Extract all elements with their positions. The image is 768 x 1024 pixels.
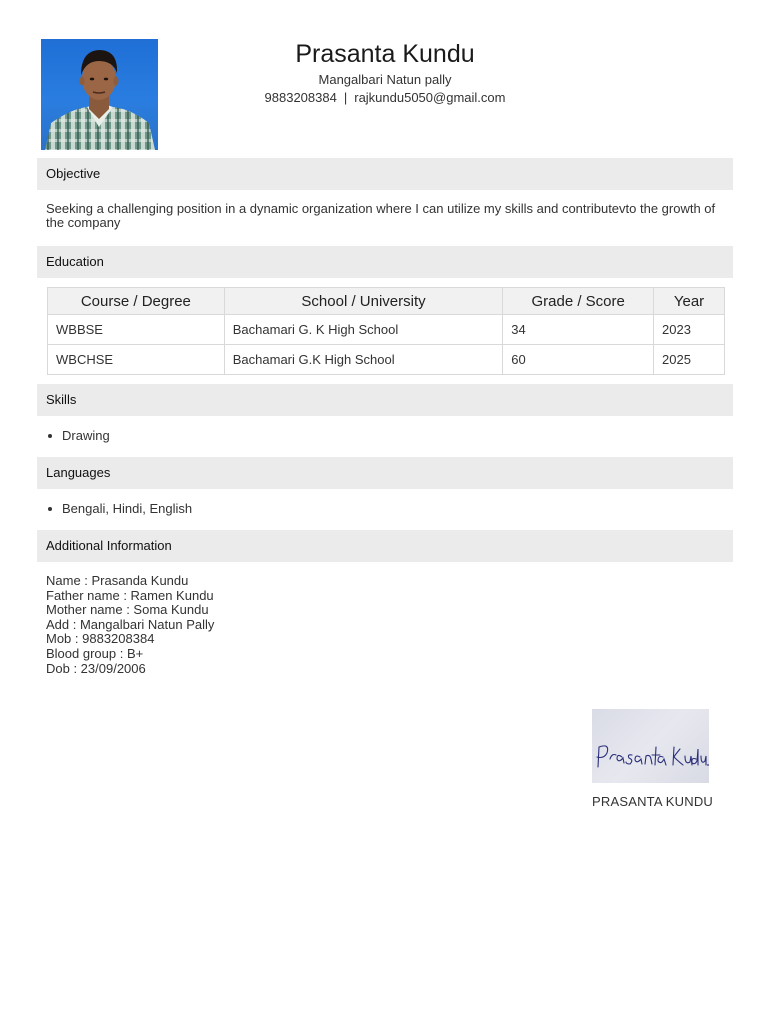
cell-year: 2023 <box>654 315 725 345</box>
section-languages-heading: Languages <box>37 457 733 489</box>
objective-text: Seeking a challenging position in a dynamic organization where I can utilize my skills and contributevto the growth of the company <box>46 201 716 230</box>
email-address[interactable]: rajkundu5050@gmail.com <box>354 90 506 105</box>
signature-image <box>592 709 709 783</box>
skills-list <box>46 428 110 444</box>
skill-item: Drawing <box>46 428 110 444</box>
language-item: Bengali, Hindi, English <box>46 501 192 517</box>
resume-header <box>158 38 612 107</box>
phone-number: 9883208384 <box>264 90 337 105</box>
cell-school: Bachamari G.K High School <box>224 345 503 375</box>
cell-grade: 60 <box>503 345 654 375</box>
info-line: Dob : 23/09/2006 <box>46 660 146 676</box>
cell-school: Bachamari G. K High School <box>224 315 503 345</box>
profile-photo <box>41 39 158 150</box>
info-line: Name : Prasanda Kundu <box>46 573 189 588</box>
column-header-grade: Grade / Score <box>503 288 654 315</box>
info-line: Father name : Ramen Kundu <box>46 587 214 603</box>
candidate-address: Mangalbari Natun pally <box>318 72 452 87</box>
cell-year: 2025 <box>654 345 725 375</box>
additional-info <box>46 574 214 676</box>
candidate-name: Prasanta Kundu <box>295 40 475 68</box>
table-row <box>48 315 725 345</box>
cell-grade: 34 <box>503 315 654 345</box>
info-line: Mob : 9883208384 <box>46 631 155 647</box>
section-education-heading: Education <box>37 246 733 278</box>
info-line: Blood group : B+ <box>46 645 144 661</box>
table-row <box>48 345 725 375</box>
column-header-course: Course / Degree <box>48 288 225 315</box>
column-header-year: Year <box>654 288 725 315</box>
column-header-school: School / University <box>224 288 503 315</box>
cell-course: WBCHSE <box>48 345 225 375</box>
section-skills-heading: Skills <box>37 384 733 416</box>
signature-name: PRASANTA KUNDU <box>592 794 714 809</box>
table-header-row <box>48 288 725 315</box>
languages-list <box>46 501 192 517</box>
section-objective-heading: Objective <box>37 158 733 190</box>
contact-line <box>158 89 612 107</box>
cell-course: WBBSE <box>48 315 225 345</box>
info-line: Add : Mangalbari Natun Pally <box>46 616 215 632</box>
section-additional-heading: Additional Information <box>37 530 733 562</box>
education-table <box>47 287 725 375</box>
info-line: Mother name : Soma Kundu <box>46 602 209 618</box>
contact-separator: | <box>343 90 348 105</box>
